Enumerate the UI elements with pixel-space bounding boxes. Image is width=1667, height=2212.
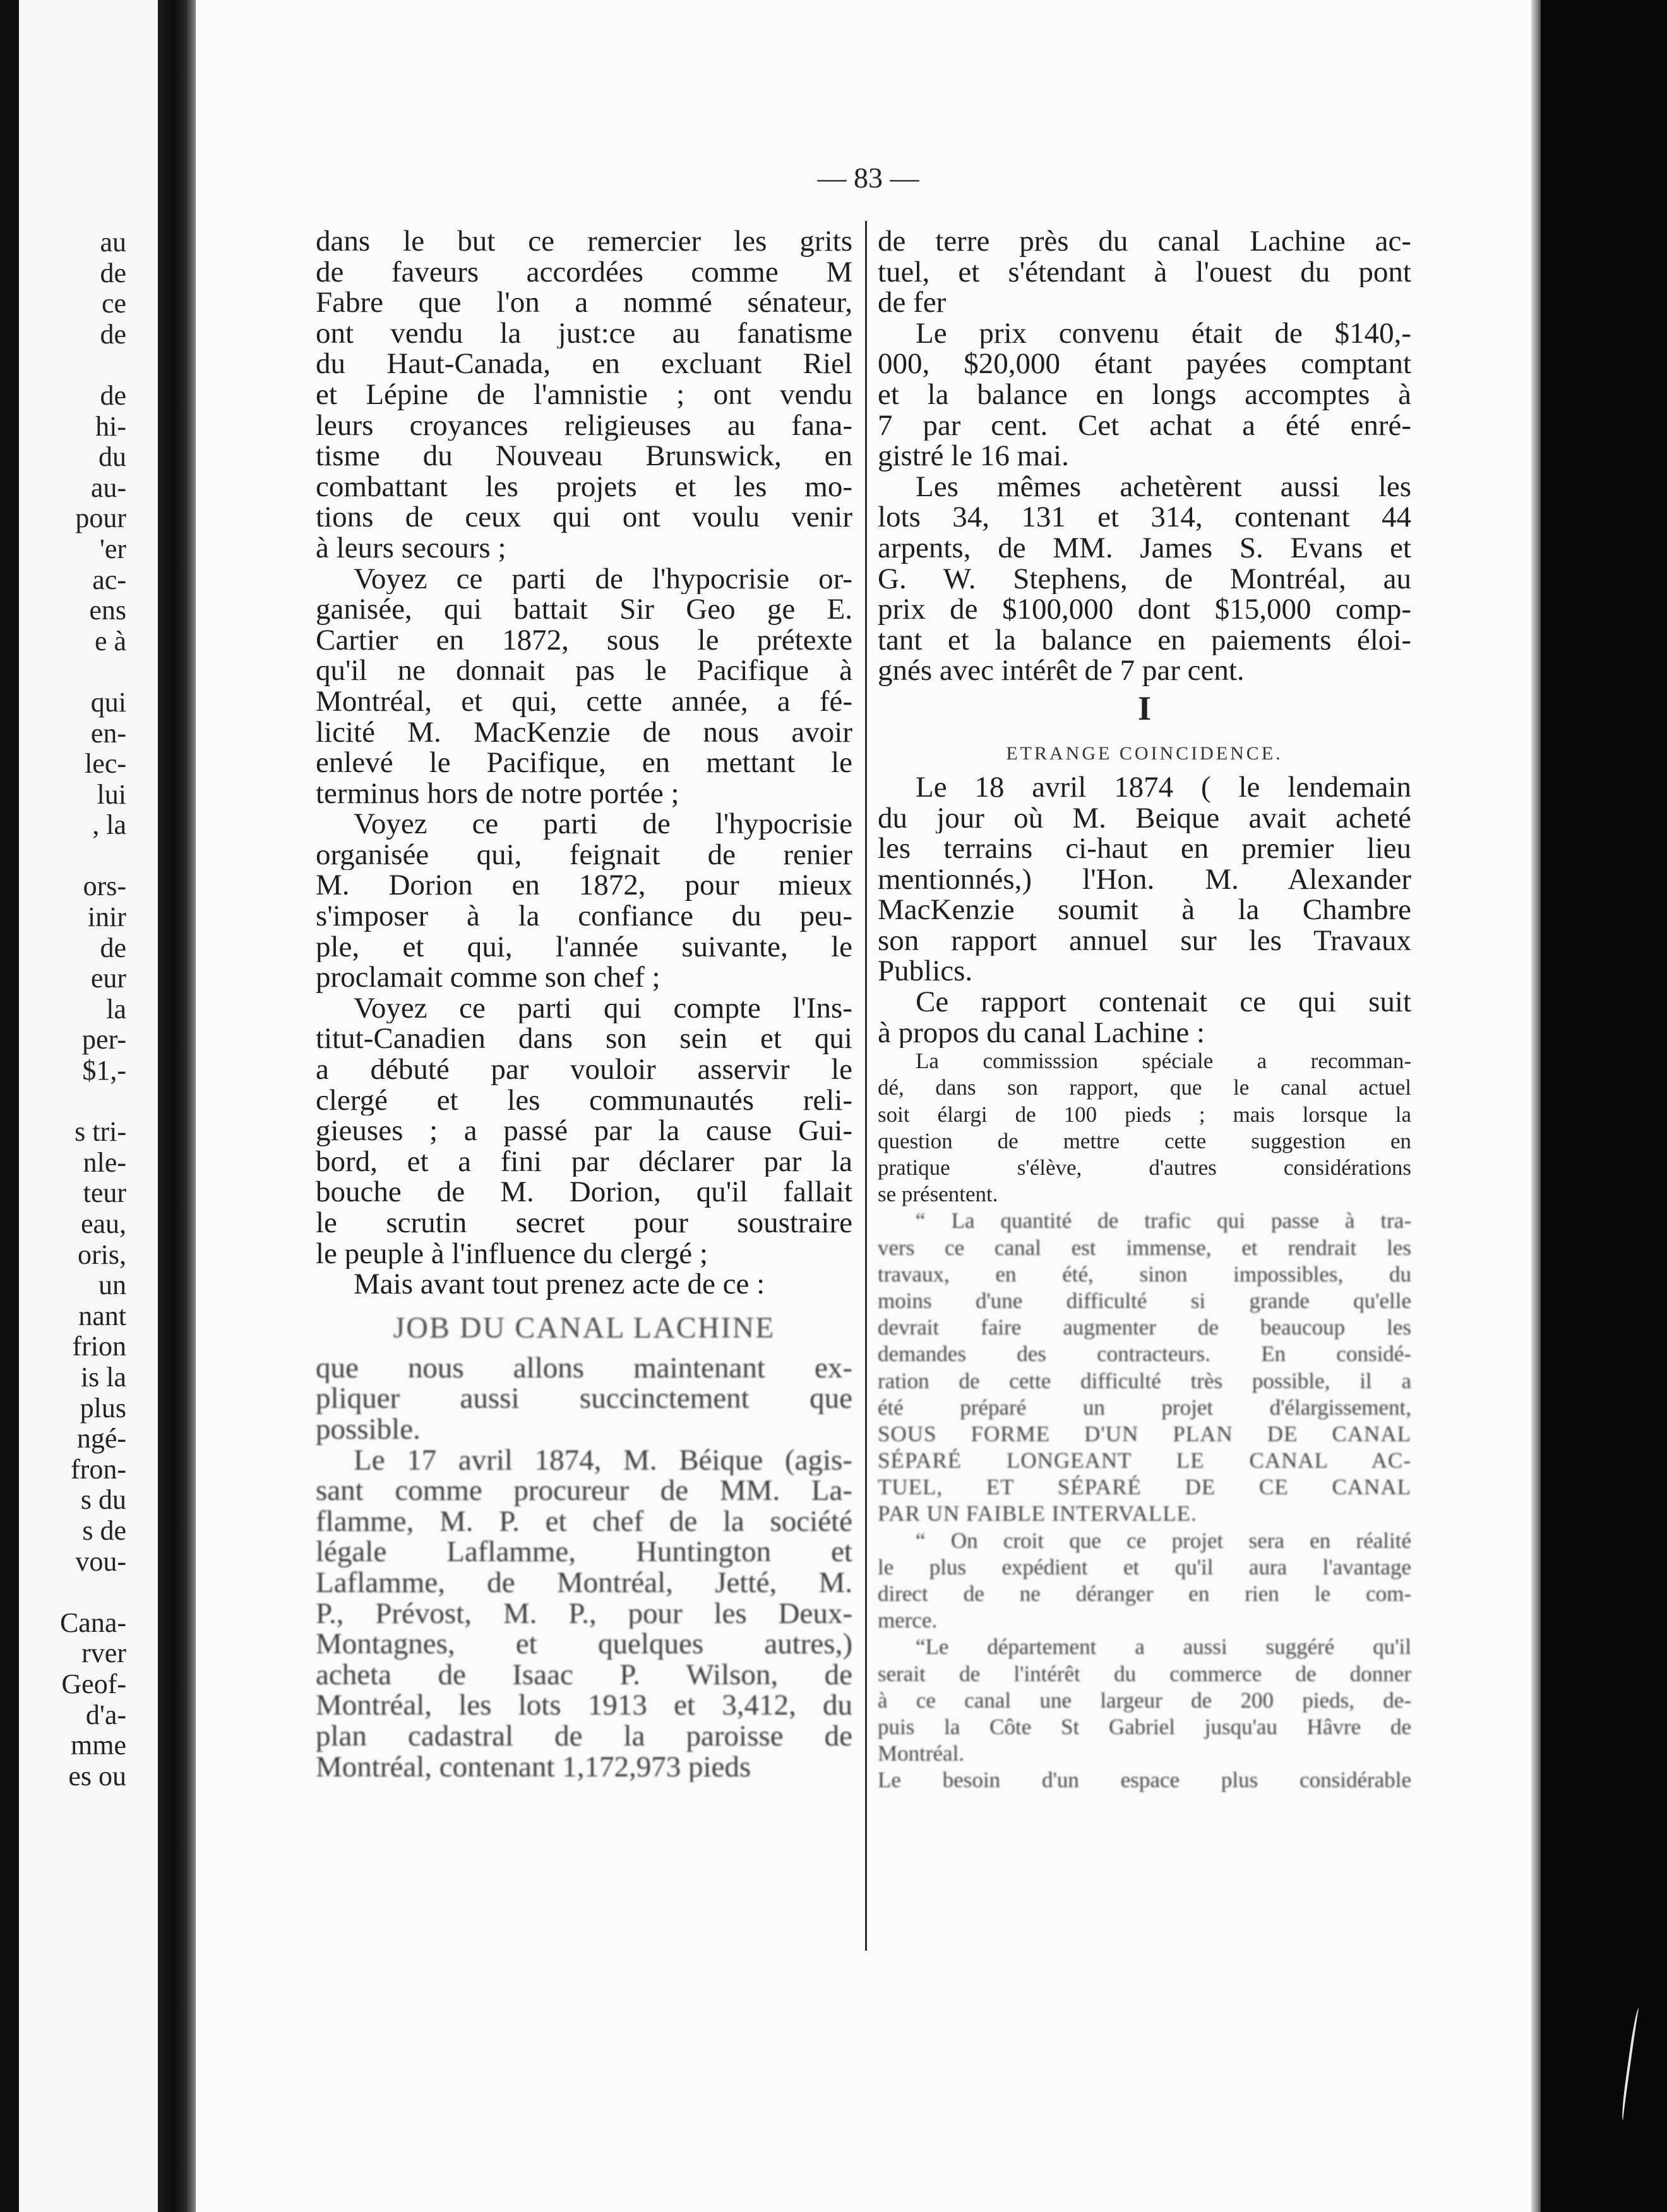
- margin-fragment: [0, 1086, 126, 1117]
- margin-fragment: ngé-: [76, 1424, 126, 1454]
- text-line: tisme du Nouveau Brunswick, en: [316, 441, 852, 472]
- margin-fragment: qui: [90, 687, 126, 718]
- text-line: merce.: [878, 1608, 938, 1633]
- right-scan-border: [1541, 0, 1667, 2212]
- section-heading: JOB DU CANAL LACHINE: [393, 1311, 775, 1345]
- text-line: proclamait comme son chef ;: [316, 962, 660, 993]
- margin-fragment: s du: [80, 1485, 126, 1516]
- margin-fragment: de: [100, 380, 126, 411]
- text-line: Le prix convenu était de $140,-: [916, 318, 1411, 349]
- column-divider: [865, 221, 867, 1951]
- text-line: Les mêmes achetèrent aussi les: [916, 471, 1411, 502]
- text-line: Cartier en 1872, sous le prétexte: [316, 624, 852, 656]
- margin-fragment: per-: [82, 1025, 126, 1055]
- left-column: [316, 226, 852, 1782]
- margin-fragment: nle-: [83, 1147, 126, 1178]
- text-line: Laflamme, de Montréal, Jetté, M.: [316, 1567, 852, 1598]
- margin-fragment: [0, 1577, 126, 1608]
- paragraph: [878, 987, 1411, 1048]
- text-line: licité M. MacKenzie de nous avoir: [316, 717, 852, 748]
- text-line: combattant les projets et les mo-: [316, 471, 852, 502]
- text-line: Voyez ce parti de l'hypocrisie or-: [354, 563, 852, 595]
- text-line: M. Dorion en 1872, pour mieux: [316, 870, 852, 901]
- text-line: PAR UN FAIBLE INTERVALLE.: [878, 1501, 1197, 1526]
- paragraph: [878, 472, 1411, 686]
- text-line: été préparé un projet d'élargissement,: [878, 1394, 1411, 1420]
- margin-fragment: au: [100, 227, 126, 258]
- margin-fragment: en-: [90, 718, 126, 749]
- paragraph: [316, 226, 852, 564]
- text-line: ration de cette difficulté très possible, il a: [878, 1368, 1411, 1393]
- margin-fragment: s de: [82, 1515, 126, 1546]
- text-line: acheta de Isaac P. Wilson, de: [316, 1659, 852, 1691]
- text-line: Le besoin d'un espace plus considérable: [878, 1768, 1411, 1793]
- text-line: La commisssion spéciale a recomman-: [916, 1049, 1411, 1074]
- text-line: de fer: [878, 287, 947, 318]
- margin-fragment: hi-: [95, 411, 126, 442]
- text-line: à ce canal une largeur de 200 pieds, de-: [878, 1687, 1411, 1713]
- margin-fragment: un: [99, 1270, 126, 1301]
- margin-fragment: [0, 350, 126, 381]
- text-line: Publics.: [878, 956, 973, 987]
- margin-fragment: es ou: [68, 1761, 126, 1792]
- text-line: SÉPARÉ LONGEANT LE CANAL AC-: [878, 1448, 1411, 1473]
- text-line: plan cadastral de la paroisse de: [316, 1720, 852, 1752]
- text-line: soit élargi de 100 pieds ; mais lorsque la: [878, 1102, 1411, 1127]
- text-line: MacKenzie soumit à la Chambre: [878, 895, 1411, 925]
- text-line: vers ce canal est immense, et rendrait les: [878, 1235, 1411, 1260]
- text-line: Voyez ce parti de l'hypocrisie: [354, 809, 852, 840]
- text-line: devrait faire augmenter de beaucoup les: [878, 1315, 1411, 1340]
- text-line: tant et la balance en paiements éloi-: [878, 624, 1411, 656]
- paragraph: [316, 564, 852, 809]
- paragraph: [316, 1445, 852, 1783]
- text-line: arpents, de MM. James S. Evans et: [878, 532, 1411, 564]
- text-line: titut-Canadien dans son sein et qui: [316, 1023, 852, 1055]
- text-line: gistré le 16 mai.: [878, 441, 1069, 472]
- text-line: de faveurs accordées comme M: [316, 256, 852, 288]
- text-line: travaux, en été, sinon impossibles, du: [878, 1261, 1411, 1287]
- text-line: les terrains ci-haut en premier lieu: [878, 833, 1411, 864]
- page-edge: [1531, 0, 1541, 2212]
- margin-fragment: Cana-: [59, 1607, 126, 1638]
- margin-fragment: eur: [90, 963, 126, 994]
- text-line: “ La quantité de trafic qui passe à tra-: [916, 1208, 1411, 1234]
- text-line: pliquer aussi succinctement que: [316, 1383, 852, 1414]
- text-line: puis la Côte St Gabriel jusqu'au Hâvre de: [878, 1714, 1411, 1739]
- quoted-report: [878, 1048, 1411, 1208]
- right-column: [878, 226, 1411, 1794]
- text-line: ont vendu la just:ce au fanatisme: [316, 318, 852, 349]
- paragraph: [878, 226, 1411, 318]
- margin-fragment: teur: [83, 1178, 126, 1209]
- text-line: terminus hors de notre portée ;: [316, 778, 679, 809]
- margin-fragment: lec-: [85, 749, 126, 780]
- paragraph: [878, 772, 1411, 987]
- text-line: “Le département a aussi suggéré qu'il: [916, 1634, 1411, 1660]
- text-line: Montréal, et qui, cette année, a fé-: [316, 686, 852, 717]
- text-line: mentionnés,) l'Hon. M. Alexander: [878, 864, 1411, 895]
- text-line: Montréal, les lots 1913 et 3,412, du: [316, 1690, 852, 1721]
- text-line: dans le but ce remercier les grits: [316, 226, 852, 257]
- page-number: — 83 —: [817, 162, 919, 194]
- text-line: et Lépine de l'amnistie ; ont vendu: [316, 379, 852, 410]
- text-line: moins d'une difficulté si grande qu'elle: [878, 1288, 1411, 1313]
- quoted-report: [878, 1528, 1411, 1634]
- margin-fragment: de: [100, 319, 126, 350]
- text-line: s'imposer à la confiance du peu-: [316, 901, 852, 932]
- text-line: se présentent.: [878, 1182, 998, 1207]
- text-line: leurs croyances religieuses au fana-: [316, 410, 852, 441]
- text-line: et la balance en longs accomptes à: [878, 379, 1411, 410]
- text-line: pratique s'élève, d'autres considérations: [878, 1155, 1411, 1180]
- text-line: Mais avant tout prenez acte de ce :: [354, 1269, 765, 1300]
- text-line: légale Laflamme, Huntington et: [316, 1537, 852, 1567]
- margin-fragment: au-: [90, 472, 126, 503]
- text-line: sant comme procureur de MM. La-: [316, 1475, 852, 1506]
- text-line: Le 18 avril 1874 ( le lendemain: [916, 771, 1411, 803]
- margin-fragment: la: [106, 994, 126, 1025]
- text-line: Fabre que l'on a nommé sénateur,: [316, 287, 852, 318]
- text-line: Le 17 avril 1874, M. Béique (agis-: [354, 1444, 852, 1476]
- margin-fragment: oris,: [78, 1239, 126, 1270]
- text-line: possible.: [316, 1413, 421, 1445]
- text-line: que nous allons maintenant ex-: [316, 1352, 852, 1384]
- left-page-cut-text: [0, 227, 126, 1792]
- margin-fragment: ens: [89, 595, 126, 626]
- margin-fragment: , la: [92, 810, 126, 841]
- margin-fragment: lui: [97, 779, 126, 810]
- book-gutter: [158, 0, 196, 2212]
- text-line: prix de $100,000 dont $15,000 comp-: [878, 594, 1411, 625]
- text-line: tions de ceux qui ont voulu venir: [316, 502, 852, 533]
- paragraph: [878, 318, 1411, 472]
- text-line: le plus expédient et qu'il aura l'avantage: [878, 1554, 1411, 1579]
- quoted-report: [878, 1634, 1411, 1767]
- margin-fragment: frion: [72, 1331, 126, 1362]
- text-line: P., Prévost, M. P., pour les Deux-: [316, 1598, 852, 1629]
- text-line: du jour où M. Beique avait acheté: [878, 802, 1411, 834]
- margin-fragment: fron-: [71, 1454, 126, 1485]
- margin-fragment: eau,: [80, 1209, 126, 1239]
- margin-fragment: de: [100, 932, 126, 963]
- text-line: Montagnes, et quelques autres,): [316, 1629, 852, 1660]
- margin-fragment: pour: [75, 503, 126, 534]
- margin-fragment: inir: [87, 902, 126, 933]
- text-line: 000, $20,000 étant payées comptant: [878, 348, 1411, 379]
- margin-fragment: du: [99, 442, 126, 473]
- text-line: ganisée, qui battait Sir Geo ge E.: [316, 594, 852, 625]
- text-line: enlevé le Pacifique, en mettant le: [316, 747, 852, 778]
- margin-fragment: [0, 657, 126, 687]
- text-line: serait de l'intérêt du commerce de donner: [878, 1661, 1411, 1686]
- text-line: SOUS FORME D'UN PLAN DE CANAL: [878, 1421, 1411, 1446]
- text-line: de terre près du canal Lachine ac-: [878, 226, 1411, 257]
- text-line: TUEL, ET SÉPARÉ DE CE CANAL: [878, 1475, 1411, 1500]
- margin-fragment: ce: [101, 288, 126, 319]
- text-line: organisée qui, feignait de renier: [316, 839, 852, 871]
- text-line: du Haut-Canada, en excluant Riel: [316, 348, 852, 379]
- text-line: gnés avec intérêt de 7 par cent.: [878, 655, 1245, 686]
- margin-fragment: e à: [94, 626, 126, 657]
- margin-fragment: is la: [80, 1362, 126, 1393]
- margin-fragment: vou-: [75, 1546, 126, 1577]
- margin-fragment: ac-: [92, 564, 126, 595]
- text-line: à leurs secours ;: [316, 532, 506, 564]
- margin-fragment: plus: [80, 1393, 126, 1424]
- margin-fragment: de: [100, 258, 126, 288]
- text-line: bouche de M. Dorion, qu'il fallait: [316, 1177, 852, 1208]
- text-line: lots 34, 131 et 314, contenant 44: [878, 502, 1411, 533]
- text-line: bord, et a fini par déclarer par la: [316, 1146, 852, 1177]
- section-numeral: I: [1137, 689, 1151, 727]
- paragraph: [316, 1353, 852, 1445]
- paragraph: [316, 809, 852, 993]
- margin-fragment: d'a-: [85, 1699, 126, 1730]
- text-line: demandes des contracteurs. En considé-: [878, 1341, 1411, 1367]
- text-line: le scrutin secret pour soustraire: [316, 1208, 852, 1239]
- text-line: ple, et qui, l'année suivante, le: [316, 931, 852, 963]
- text-line: tuel, et s'étendant à l'ouest du pont: [878, 256, 1411, 288]
- margin-fragment: rver: [81, 1638, 126, 1669]
- text-line: Montréal, contenant 1,172,973 pieds: [316, 1751, 751, 1783]
- text-line: à propos du canal Lachine :: [878, 1017, 1205, 1049]
- text-line: Voyez ce parti qui compte l'Ins-: [354, 992, 852, 1024]
- text-line: 7 par cent. Cet achat a été enré-: [878, 410, 1411, 441]
- text-line: question de mettre cette suggestion en: [878, 1128, 1411, 1153]
- margin-fragment: ors-: [83, 871, 126, 902]
- text-line: a débuté par vouloir asservir le: [316, 1054, 852, 1085]
- margin-fragment: mme: [71, 1730, 126, 1761]
- text-line: Ce rapport contenait ce qui suit: [916, 987, 1411, 1018]
- paragraph: [316, 1269, 852, 1300]
- text-line: Montréal.: [878, 1741, 965, 1766]
- quoted-report: [878, 1767, 1411, 1793]
- text-line: flamme, M. P. et chef de la société: [316, 1506, 852, 1537]
- text-line: son rapport annuel sur les Travaux: [878, 925, 1411, 956]
- quoted-report: [878, 1208, 1411, 1527]
- text-line: gieuses ; a passé par la cause Gui-: [316, 1115, 852, 1146]
- text-line: le peuple à l'influence du clergé ;: [316, 1238, 708, 1270]
- text-line: direct de ne déranger en rien le com-: [878, 1581, 1411, 1606]
- text-line: clergé et les communautés reli-: [316, 1085, 852, 1116]
- text-line: dé, dans son rapport, que le canal actuel: [878, 1075, 1411, 1100]
- margin-fragment: nant: [78, 1300, 126, 1331]
- margin-fragment: [0, 841, 126, 872]
- margin-fragment: 'er: [99, 533, 126, 564]
- margin-fragment: Geof-: [61, 1668, 126, 1699]
- text-line: G. W. Stephens, de Montréal, au: [878, 563, 1411, 595]
- margin-fragment: $1,-: [82, 1055, 126, 1086]
- text-line: qu'il ne donnait pas le Pacifique à: [316, 655, 852, 686]
- paragraph: [316, 993, 852, 1269]
- text-line: “ On croit que ce projet sera en réalité: [916, 1528, 1411, 1553]
- margin-fragment: s tri-: [75, 1117, 126, 1148]
- section-subheading: ETRANGE COINCIDENCE.: [1006, 742, 1283, 764]
